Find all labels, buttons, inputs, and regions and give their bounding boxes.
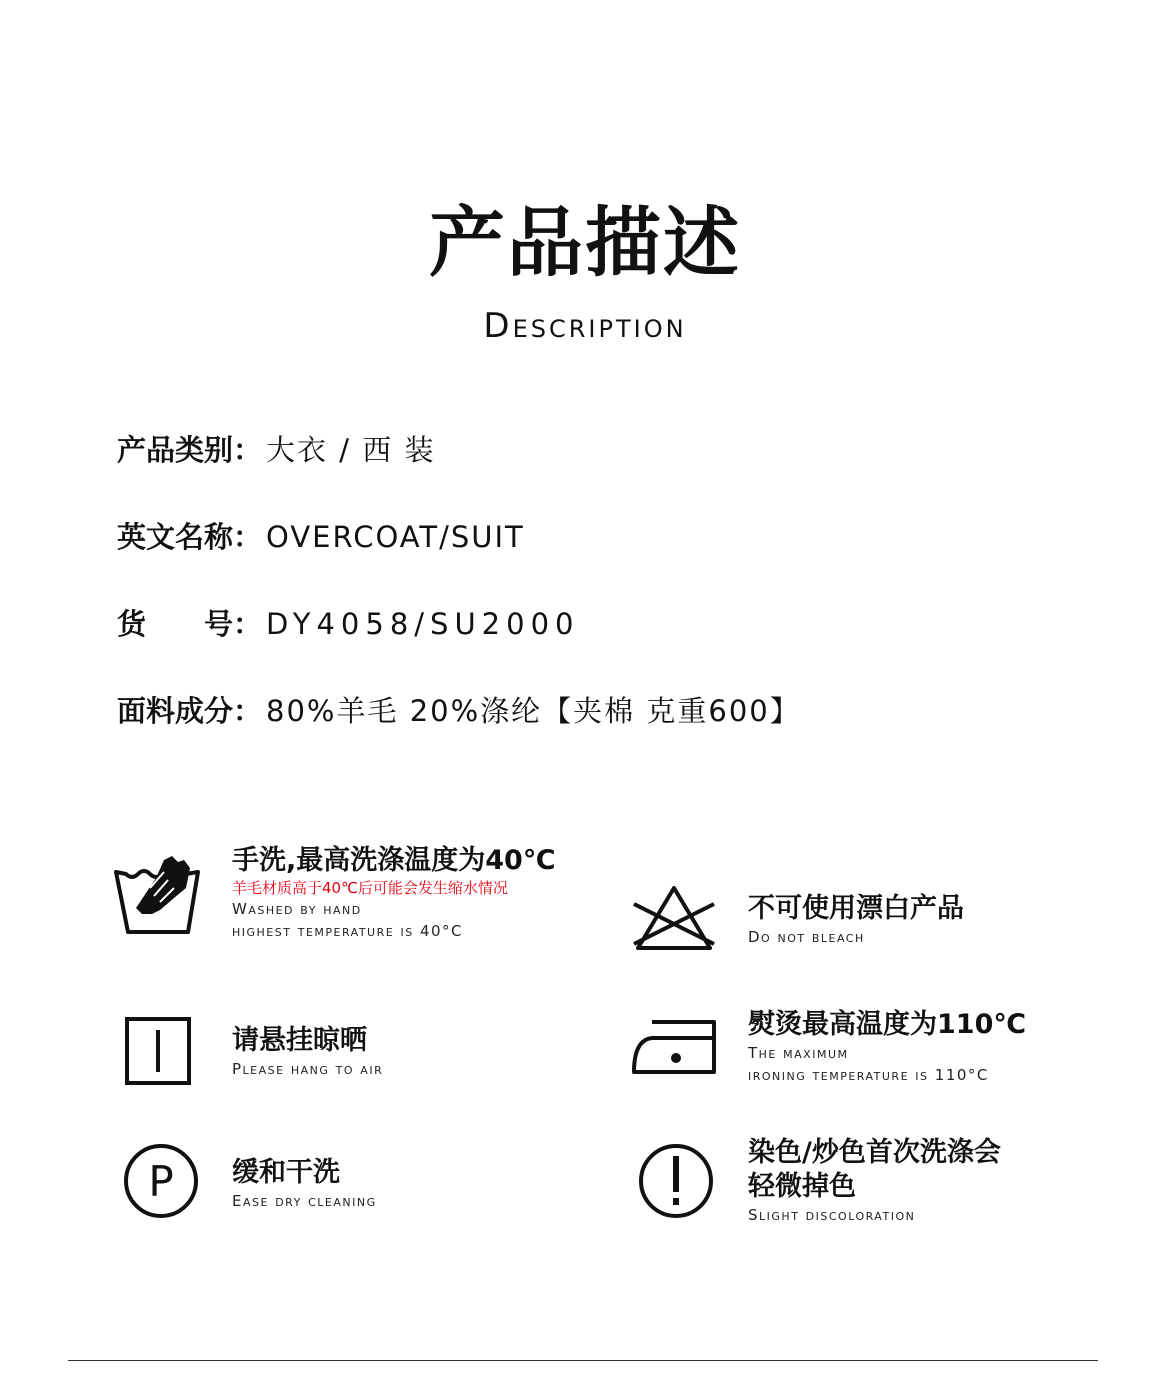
care-warning: 羊毛材质高于40℃后可能会发生缩水情况 <box>232 879 508 897</box>
spec-label: 英文名称： <box>117 520 263 554</box>
care-iron <box>748 1008 1026 1086</box>
exclamation-icon <box>637 1142 715 1220</box>
care-title: 请悬挂晾晒 <box>232 1025 367 1056</box>
spec-english-name <box>117 519 525 555</box>
care-hang-dry <box>232 1024 383 1080</box>
spec-label: 产品类别： <box>117 433 263 467</box>
spec-value: 80%羊毛 20%涤纶【夹棉 克重600】 <box>266 694 801 728</box>
care-title: 缓和干洗 <box>232 1157 340 1188</box>
care-discoloration <box>748 1136 1001 1226</box>
care-desc: Please hang to air <box>232 1060 384 1078</box>
hand-wash-icon <box>112 848 204 938</box>
care-title: 不可使用漂白产品 <box>748 893 964 924</box>
care-no-bleach <box>748 892 964 948</box>
spec-value: 大衣 / 西 装 <box>266 433 436 467</box>
care-title: 手洗,最高洗涤温度为40℃ <box>232 845 556 876</box>
hang-dry-icon <box>124 1016 192 1086</box>
page-title: 产品描述 <box>429 198 741 287</box>
no-bleach-icon <box>630 884 718 954</box>
care-desc: ironing temperature is 110°C <box>748 1066 989 1084</box>
spec-label: 货 号： <box>117 607 263 641</box>
care-title: 熨烫最高温度为110℃ <box>748 1009 1027 1040</box>
care-dry-clean <box>232 1156 377 1212</box>
care-hand-wash <box>232 844 556 942</box>
iron-icon <box>630 1016 720 1076</box>
care-desc: Slight discoloration <box>748 1206 916 1224</box>
care-title: 轻微掉色 <box>748 1171 856 1202</box>
page-subtitle: Description <box>483 306 687 346</box>
spec-item-number <box>117 606 580 642</box>
care-desc: highest temperature is 40°C <box>232 922 464 940</box>
spec-fabric <box>117 693 801 729</box>
care-desc: The maximum <box>748 1044 849 1062</box>
care-desc: Washed by hand <box>232 900 362 918</box>
svg-text:P: P <box>148 1157 174 1206</box>
care-desc: Ease dry cleaning <box>232 1192 377 1210</box>
spec-label: 面料成分： <box>117 694 263 728</box>
dry-clean-p-icon <box>122 1142 200 1220</box>
bottom-divider <box>68 1360 1098 1361</box>
spec-value: OVERCOAT/SUIT <box>266 520 525 554</box>
spec-category <box>117 432 435 468</box>
spec-value: DY4058/SU2000 <box>266 607 580 641</box>
care-title: 染色/炒色首次洗涤会 <box>748 1137 1001 1168</box>
care-desc: Do not bleach <box>748 928 865 946</box>
